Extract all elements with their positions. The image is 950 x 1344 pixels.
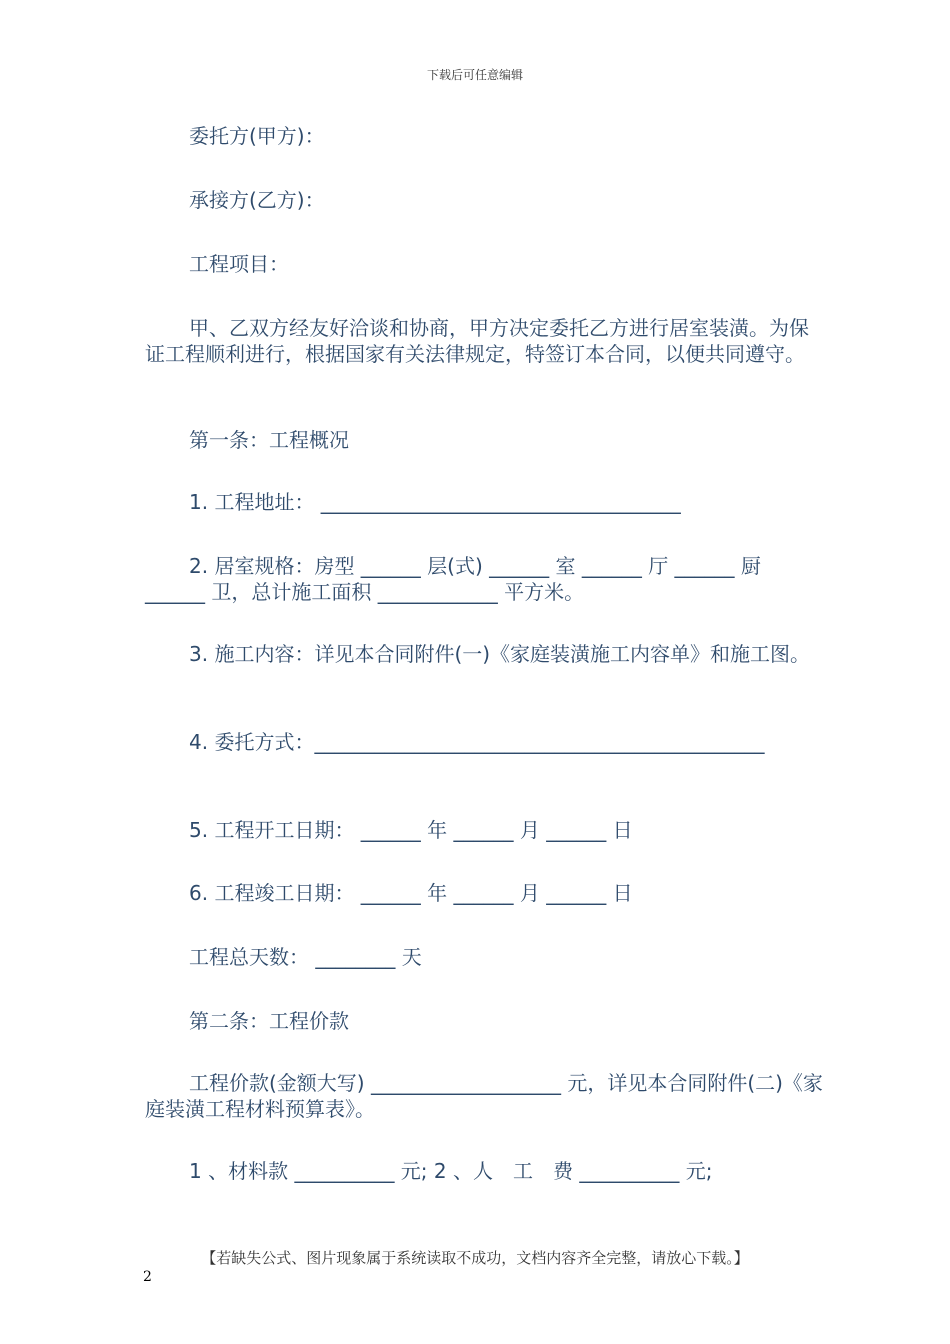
item-total-days-text: 工程总天数： ________ 天 xyxy=(189,945,422,969)
item-end-date-text: 6. 工程竣工日期： ______ 年 ______ 月 ______ 日 xyxy=(189,881,633,905)
item-construction-content-text: 3. 施工内容：详见本合同附件(一)《家庭装潢施工内容单》和施工图。 xyxy=(189,642,811,666)
project-label: 工程项目： xyxy=(189,252,289,276)
party-a-line xyxy=(145,123,825,149)
item-entrust-method xyxy=(145,729,825,755)
price-text: 工程价款(金额大写) ___________________ 元，详见本合同附件(二)《家庭装潢工程材料预算表》。 xyxy=(145,1071,823,1121)
article-one-heading xyxy=(145,427,825,453)
intro-text: 甲、乙双方经友好洽谈和协商，甲方决定委托乙方进行居室装潢。为保证工程顺利进行，根据国家有关法律规定，特签订本合同，以便共同遵守。 xyxy=(145,316,809,366)
party-b-label: 承接方(乙方)： xyxy=(189,188,325,212)
item-entrust-method-text: 4. 委托方式：_____________________________________________ xyxy=(189,730,765,754)
download-notice: 【若缺失公式、图片现象属于系统读取不成功，文档内容齐全完整，请放心下载。】 xyxy=(201,1249,749,1267)
article-one-title: 第一条：工程概况 xyxy=(189,428,349,452)
page-header-note: 下载后可任意编辑 xyxy=(426,68,523,82)
item-room-spec-text: 2. 居室规格：房型 ______ 层(式) ______ 室 ______ 厅 ______ 厨 ______ 卫，总计施工面积 ____________ 平方米。 xyxy=(145,554,768,604)
item-address xyxy=(145,489,825,515)
page-number: 2 xyxy=(143,1269,152,1285)
item-address-text: 1. 工程地址： ____________________________________ xyxy=(189,490,681,514)
price-paragraph xyxy=(145,1070,825,1122)
item-end-date xyxy=(145,880,825,906)
item-construction-content xyxy=(145,641,825,667)
fee-line xyxy=(145,1158,825,1184)
party-b-line xyxy=(145,187,825,213)
article-two-title: 第二条：工程价款 xyxy=(189,1009,349,1033)
project-line xyxy=(145,251,825,277)
fee-text: 1 、材料款 __________ 元; 2 、人 工 费 __________ 元; xyxy=(189,1159,713,1183)
item-total-days xyxy=(145,944,825,970)
intro-paragraph xyxy=(145,315,825,367)
party-a-label: 委托方(甲方)： xyxy=(189,124,325,148)
article-two-heading xyxy=(145,1008,825,1034)
item-room-spec xyxy=(145,553,825,605)
item-start-date-text: 5. 工程开工日期： ______ 年 ______ 月 ______ 日 xyxy=(189,818,633,842)
item-start-date xyxy=(145,817,825,843)
